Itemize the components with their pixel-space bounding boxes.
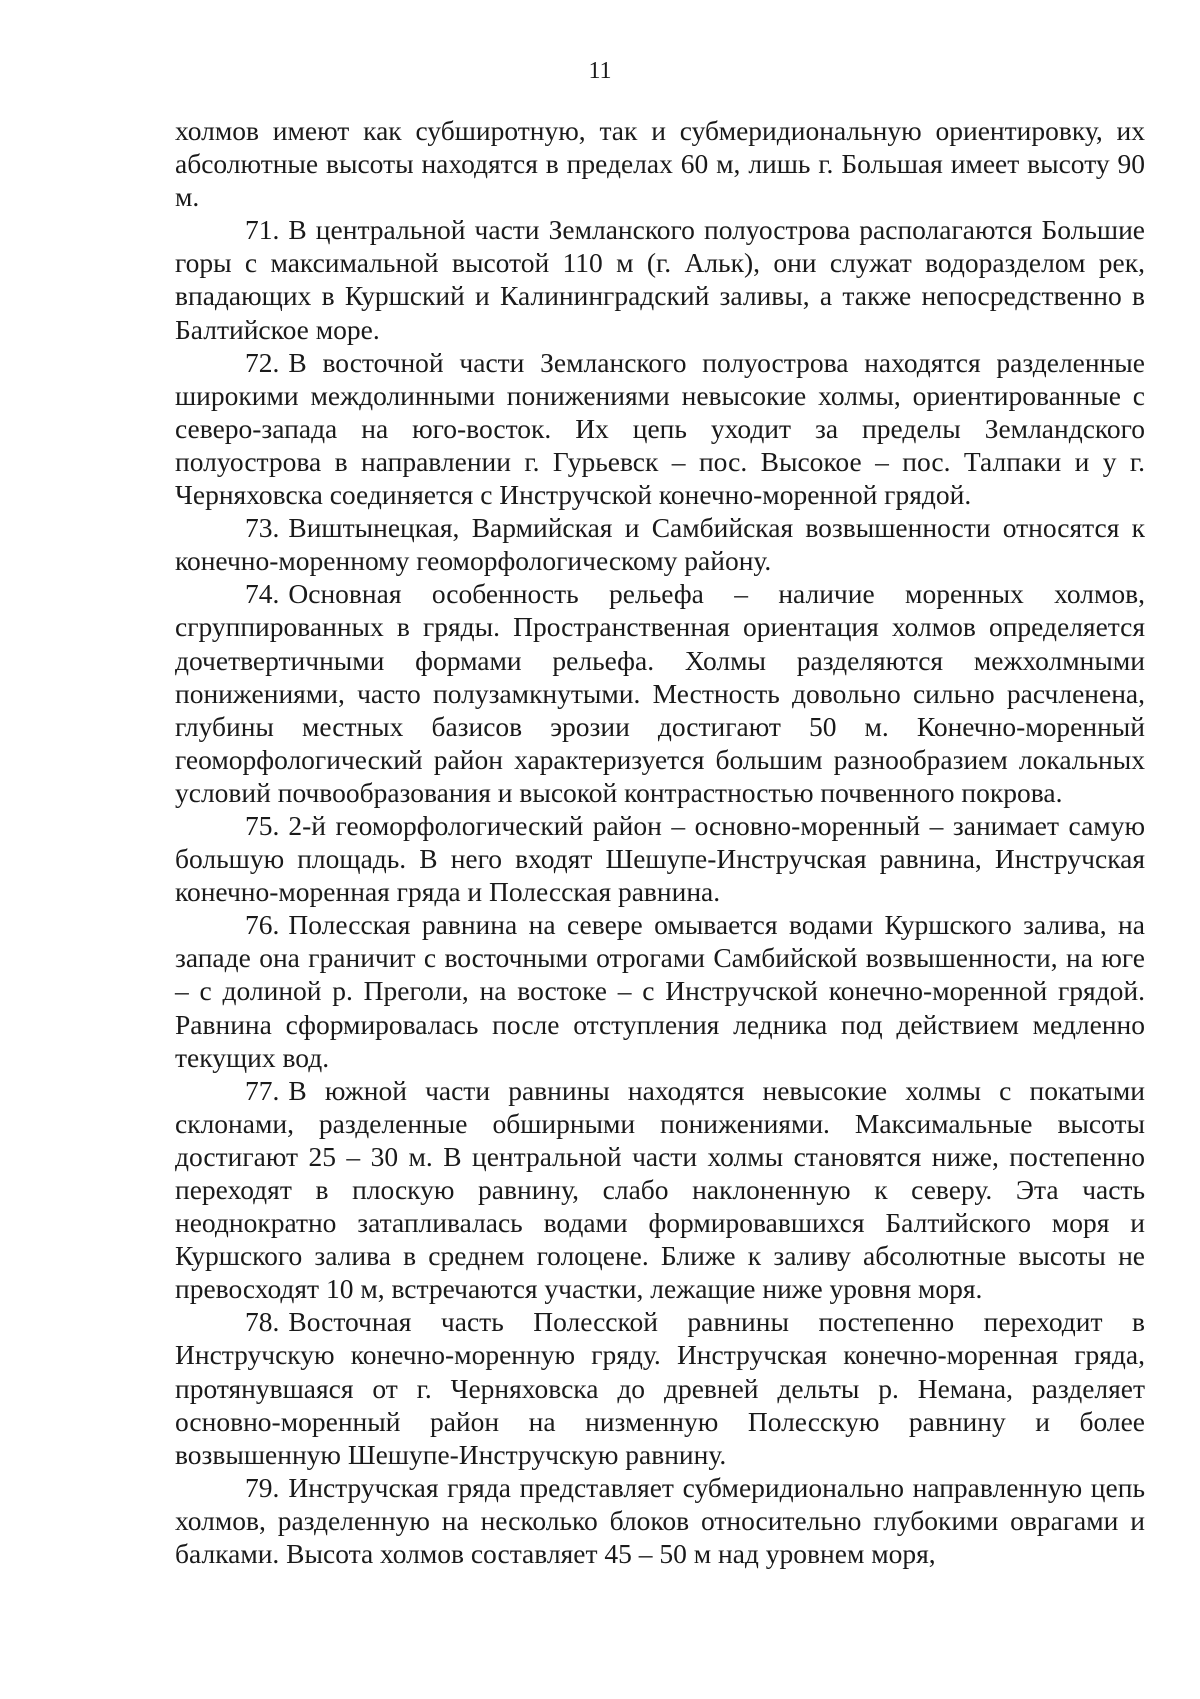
paragraph-number: 72. [245, 346, 280, 378]
paragraph-text: В восточной части Земланского полуострова находятся разделенные широкими междолинными понижениями невысокие холмы, ориентированные с северо-запада на юго-восток. Их цепь уходит за пределы Земландского полуострова в направлении г. Гурьевск – пос. Высокое – пос. Талпаки и у г. Черняховска соединяется с Инстручской конечно-моренной грядой. [175, 346, 1145, 511]
paragraph-text: Полесская равнина на севере омывается водами Куршского залива, на западе она граничит с восточными отрогами Самбийской возвышенности, на юге – с долиной р. Преголи, на востоке – с Инстручской конечно-моренной грядой. Равнина сформировалась после отступления ледника под действием медленно текущих вод. [175, 909, 1145, 1073]
paragraph-number: 78. [245, 1306, 280, 1338]
paragraph-text: В южной части равнины находятся невысокие холмы с покатыми склонами, разделенные обширными понижениями. Максимальные высоты достигают 25 – 30 м. В центральной части холмы становятся ниже, постепенно переходят в плоскую равнину, слабо наклоненную к северу. Эта часть неоднократно затапливалась водами формировавшихся Балтийского моря и Куршского залива в среднем голоцене. Ближе к заливу абсолютные высоты не превосходят 10 м, встречаются участки, лежащие ниже уровня моря. [175, 1074, 1145, 1305]
paragraph-75 [175, 809, 1145, 908]
paragraph-number: 75. [245, 809, 280, 841]
paragraph-text: Инстручская гряда представляет субмеридионально направленную цепь холмов, разделенную на несколько блоков относительно глубокими оврагами и балками. Высота холмов составляет 45 – 50 м над уровнем моря, [175, 1471, 1145, 1570]
paragraph-number: 74. [245, 578, 280, 610]
paragraph-74 [175, 577, 1145, 809]
paragraph-71 [175, 213, 1145, 345]
paragraph-72 [175, 346, 1145, 511]
paragraph-text: В центральной части Земланского полуострова располагаются Большие горы с максимальной высотой 110 м (г. Альк), они служат водоразделом рек, впадающих в Куршский и Калининградский заливы, а также непосредственно в Балтийское море. [175, 214, 1145, 345]
paragraph-text: 2-й геоморфологический район – основно-моренный – занимает самую большую площадь. В него входят Шешупе-Инстручская равнина, Инстручская конечно-моренная гряда и Полесская равнина. [175, 809, 1145, 908]
paragraph-number: 76. [245, 909, 280, 941]
paragraph-text: Восточная часть Полесской равнины постепенно переходит в Инстручскую конечно-моренную гряду. Инстручская конечно-моренная гряда, протянувшаяся от г. Черняховска до древней дельты р. Немана, разделяет основно-моренный район на низменную Полесскую равнину и более возвышенную Шешупе-Инстручскую равнину. [175, 1306, 1145, 1470]
paragraph-79 [175, 1471, 1145, 1570]
document-body [175, 114, 1145, 1570]
page-number: 11 [588, 58, 612, 84]
paragraph-text: Виштынецкая, Вармийская и Самбийская возвышенности относятся к конечно-моренному геоморфологическому району. [175, 512, 1145, 577]
paragraph-number: 77. [245, 1074, 280, 1106]
paragraph-number: 73. [245, 512, 280, 544]
paragraph-76 [175, 908, 1145, 1073]
paragraph-number: 79. [245, 1471, 280, 1503]
continuation-paragraph: холмов имеют как субширотную, так и субмеридиональную ориентировку, их абсолютные высоты находятся в пределах 60 м, лишь г. Большая имеет высоту 90 м. [175, 115, 1145, 213]
paragraph-number: 71. [245, 214, 280, 246]
paragraph-text: Основная особенность рельефа – наличие моренных холмов, сгруппированных в гряды. Пространственная ориентация холмов определяется дочетвертичными формами рельефа. Холмы разделяются межхолмными понижениями, часто полузамкнутыми. Местность довольно сильно расчленена, глубины местных базисов эрозии достигают 50 м. Конечно-моренный геоморфологический район характеризуется большим разнообразием локальных условий почвообразования и высокой контрастностью почвенного покрова. [175, 578, 1145, 808]
paragraph-73 [175, 511, 1145, 577]
paragraph-78 [175, 1305, 1145, 1470]
paragraph-77 [175, 1074, 1145, 1306]
